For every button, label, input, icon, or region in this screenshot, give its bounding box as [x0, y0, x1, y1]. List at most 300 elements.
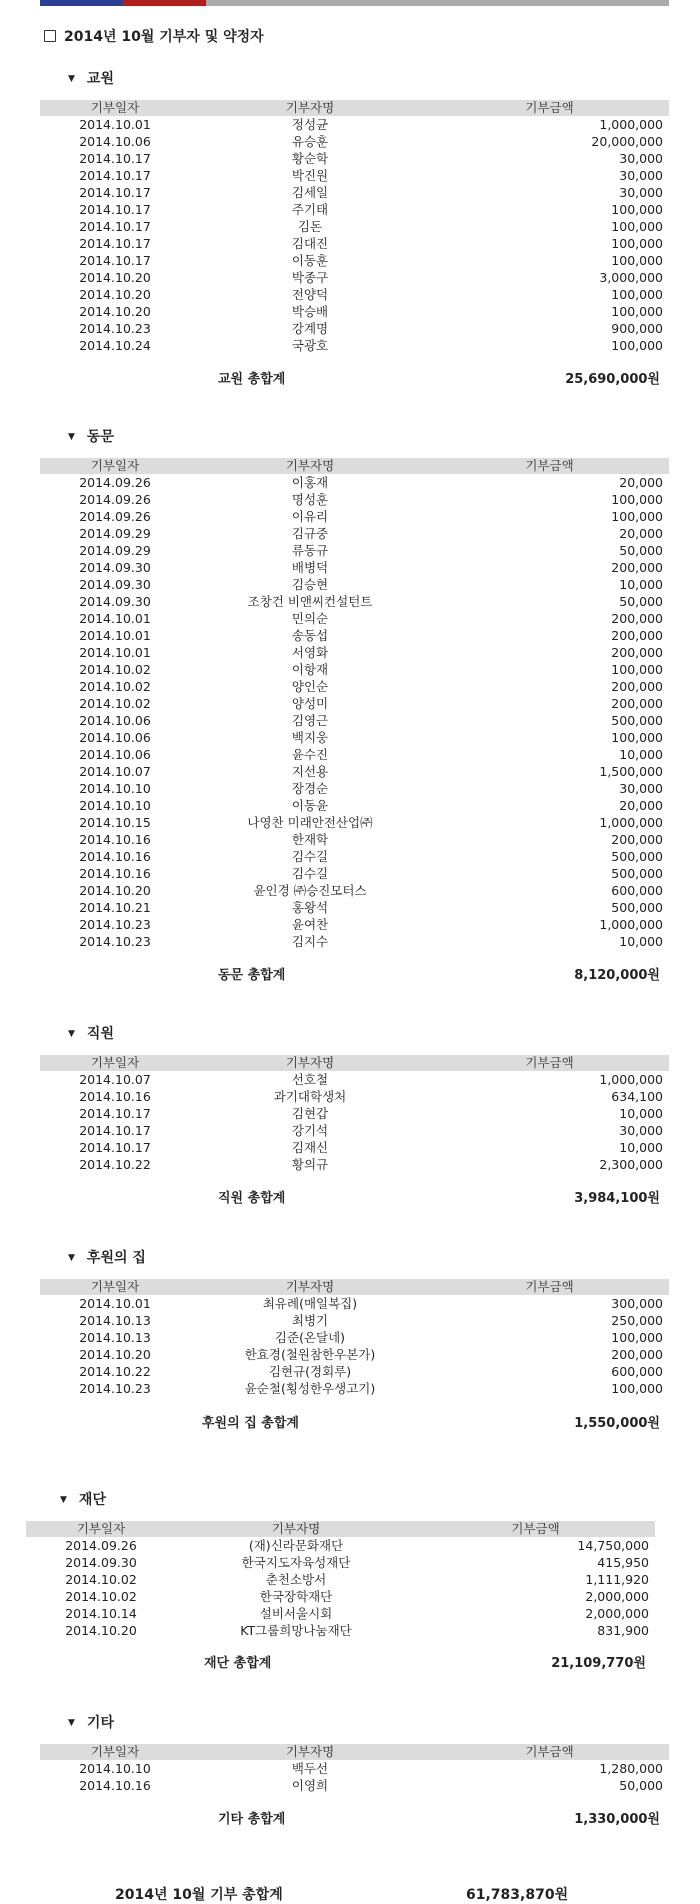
- table-header-row: [40, 1279, 669, 1295]
- table-row: [40, 712, 669, 729]
- cell-date: 2014.10.17: [79, 1123, 151, 1138]
- table-row: [26, 1622, 655, 1639]
- column-header-name: 기부자명: [190, 1055, 430, 1071]
- section-heading: [68, 1023, 114, 1043]
- cell-donor-name: 과기대학생처: [273, 1089, 347, 1104]
- cell-donor-name: 김수길: [291, 866, 329, 881]
- section-heading: [68, 1247, 146, 1267]
- cell-date: 2014.10.02: [65, 1589, 137, 1604]
- cell-amount: 100,000: [611, 287, 663, 302]
- donor-table: [40, 1055, 669, 1173]
- cell-amount: 1,000,000: [599, 917, 663, 932]
- table-row: [40, 848, 669, 865]
- cell-amount: 500,000: [611, 900, 663, 915]
- table-row: [40, 797, 669, 814]
- cell-amount: 100,000: [611, 236, 663, 251]
- table-header-row: [40, 100, 669, 116]
- donor-table: [40, 1744, 669, 1794]
- cell-donor-name: 주기태: [291, 202, 329, 217]
- cell-amount: 100,000: [611, 338, 663, 353]
- cell-date: 2014.09.26: [79, 475, 151, 490]
- cell-amount: 500,000: [611, 849, 663, 864]
- table-row: [40, 1156, 669, 1173]
- table-header-row: [26, 1521, 655, 1537]
- section-heading-text: 재단: [78, 1492, 106, 1508]
- cell-date: 2014.10.13: [79, 1330, 151, 1345]
- cell-donor-name: 윤여찬: [291, 917, 329, 932]
- cell-amount: 200,000: [611, 611, 663, 626]
- cell-amount: 30,000: [619, 185, 663, 200]
- top-color-bar: [40, 0, 669, 6]
- table-row: [40, 1122, 669, 1139]
- cell-amount: 1,500,000: [599, 764, 663, 779]
- section-heading: [68, 68, 114, 88]
- cell-amount: 200,000: [611, 832, 663, 847]
- cell-date: 2014.10.20: [79, 287, 151, 302]
- column-header-date: 기부일자: [40, 458, 190, 474]
- cell-date: 2014.10.02: [65, 1572, 137, 1587]
- cell-donor-name: 이영희: [291, 1778, 329, 1793]
- cell-donor-name: 민의순: [291, 611, 329, 626]
- cell-donor-name: 김돈: [297, 219, 323, 234]
- cell-amount: 831,900: [597, 1623, 649, 1638]
- cell-date: 2014.09.26: [79, 509, 151, 524]
- table-row: [40, 133, 669, 150]
- section-heading-text: 동문: [86, 429, 114, 445]
- cell-donor-name: 윤순철(횡성한우생고기): [244, 1381, 376, 1396]
- cell-donor-name: 한효경(철원참한우본가): [244, 1347, 376, 1362]
- table-row: [40, 1329, 669, 1346]
- table-row: [40, 1760, 669, 1777]
- page-title: 2014년 10월 기부자 및 약정자: [44, 26, 264, 46]
- cell-date: 2014.10.10: [79, 1761, 151, 1776]
- cell-amount: 200,000: [611, 679, 663, 694]
- cell-donor-name: 나영찬 미래안전산업㈜: [247, 815, 373, 830]
- table-row: [40, 1346, 669, 1363]
- table-row: [40, 252, 669, 269]
- cell-amount: 30,000: [619, 781, 663, 796]
- cell-date: 2014.10.15: [79, 815, 151, 830]
- section-heading: [60, 1489, 106, 1509]
- cell-donor-name: 명성훈: [291, 492, 329, 507]
- cell-donor-name: 양성미: [291, 696, 329, 711]
- cell-amount: 30,000: [619, 151, 663, 166]
- table-row: [40, 729, 669, 746]
- table-row: [26, 1571, 655, 1588]
- cell-amount: 20,000,000: [591, 134, 663, 149]
- grand-total-label: 2014년 10월 기부 총합계: [115, 1887, 283, 1903]
- cell-amount: 634,100: [611, 1089, 663, 1104]
- section-heading: [68, 1712, 114, 1732]
- table-row: [40, 286, 669, 303]
- table-row: [40, 235, 669, 252]
- cell-donor-name: 조창건 비앤씨컨설턴트: [247, 594, 373, 609]
- cell-amount: 20,000: [619, 798, 663, 813]
- cell-amount: 900,000: [611, 321, 663, 336]
- cell-amount: 30,000: [619, 168, 663, 183]
- cell-date: 2014.10.24: [79, 338, 151, 353]
- table-row: [40, 610, 669, 627]
- cell-amount: 30,000: [619, 1123, 663, 1138]
- cell-amount: 3,000,000: [599, 270, 663, 285]
- cell-amount: 10,000: [619, 1140, 663, 1155]
- cell-date: 2014.10.17: [79, 236, 151, 251]
- cell-amount: 200,000: [611, 645, 663, 660]
- cell-amount: 50,000: [619, 1778, 663, 1793]
- table-row: [40, 593, 669, 610]
- grand-total-value: 61,783,870원: [466, 1887, 569, 1903]
- cell-amount: 100,000: [611, 202, 663, 217]
- cell-date: 2014.10.22: [79, 1364, 151, 1379]
- subtotal-value: 1,330,000원: [574, 1812, 660, 1827]
- cell-date: 2014.10.16: [79, 1778, 151, 1793]
- cell-amount: 2,000,000: [585, 1589, 649, 1604]
- cell-donor-name: 김수길: [291, 849, 329, 864]
- cell-donor-name: 백지웅: [291, 730, 329, 745]
- section-heading-text: 기타: [86, 1715, 114, 1731]
- donor-table: [40, 1279, 669, 1397]
- cell-donor-name: 유승훈: [291, 134, 329, 149]
- cell-amount: 1,111,920: [585, 1572, 649, 1587]
- cell-date: 2014.10.20: [65, 1623, 137, 1638]
- cell-donor-name: 백두선: [291, 1761, 329, 1776]
- cell-amount: 100,000: [611, 662, 663, 677]
- table-row: [40, 167, 669, 184]
- donor-table: [26, 1521, 655, 1639]
- cell-amount: 300,000: [611, 1296, 663, 1311]
- cell-amount: 10,000: [619, 1106, 663, 1121]
- cell-date: 2014.10.20: [79, 883, 151, 898]
- table-row: [40, 269, 669, 286]
- cell-amount: 14,750,000: [577, 1538, 649, 1553]
- cell-donor-name: 이유리: [291, 509, 329, 524]
- column-header-amount: 기부금액: [430, 1279, 669, 1295]
- cell-date: 2014.10.06: [79, 134, 151, 149]
- cell-amount: 100,000: [611, 1381, 663, 1396]
- cell-amount: 200,000: [611, 1347, 663, 1362]
- cell-amount: 100,000: [611, 1330, 663, 1345]
- cell-date: 2014.10.02: [79, 679, 151, 694]
- top-bar-blue-segment: [40, 0, 123, 6]
- cell-amount: 50,000: [619, 594, 663, 609]
- table-row: [40, 508, 669, 525]
- table-row: [40, 678, 669, 695]
- cell-date: 2014.10.16: [79, 832, 151, 847]
- cell-amount: 250,000: [611, 1313, 663, 1328]
- square-bullet-icon: [44, 30, 56, 42]
- cell-date: 2014.10.01: [79, 628, 151, 643]
- table-row: [40, 1105, 669, 1122]
- cell-donor-name: 김승현: [291, 577, 329, 592]
- subtotal-label: 재단 총합계: [204, 1656, 272, 1671]
- section-heading-text: 교원: [86, 71, 114, 87]
- cell-donor-name: 배병덕: [291, 560, 329, 575]
- cell-donor-name: 김현규(경회루): [268, 1364, 352, 1379]
- table-row: [40, 525, 669, 542]
- cell-amount: 1,000,000: [599, 815, 663, 830]
- cell-amount: 500,000: [611, 713, 663, 728]
- table-row: [40, 780, 669, 797]
- cell-amount: 100,000: [611, 219, 663, 234]
- cell-donor-name: 지선용: [291, 764, 329, 779]
- triangle-down-icon: ▼: [68, 1253, 75, 1263]
- table-row: [40, 814, 669, 831]
- cell-date: 2014.10.06: [79, 747, 151, 762]
- cell-amount: 1,280,000: [599, 1761, 663, 1776]
- table-row: [40, 303, 669, 320]
- cell-donor-name: 김영근: [291, 713, 329, 728]
- table-row: [40, 1363, 669, 1380]
- cell-amount: 1,000,000: [599, 117, 663, 132]
- cell-date: 2014.10.07: [79, 764, 151, 779]
- table-row: [40, 916, 669, 933]
- cell-donor-name: 서영화: [291, 645, 329, 660]
- cell-amount: 100,000: [611, 304, 663, 319]
- cell-donor-name: 김규중: [291, 526, 329, 541]
- cell-donor-name: 박진원: [291, 168, 329, 183]
- cell-donor-name: 류동규: [291, 543, 329, 558]
- cell-amount: 415,950: [597, 1555, 649, 1570]
- cell-date: 2014.10.16: [79, 866, 151, 881]
- subtotal-label: 직원 총합계: [218, 1191, 286, 1206]
- cell-date: 2014.09.30: [65, 1555, 137, 1570]
- cell-date: 2014.10.17: [79, 1106, 151, 1121]
- cell-date: 2014.10.20: [79, 1347, 151, 1362]
- cell-donor-name: 춘천소방서: [265, 1572, 327, 1587]
- cell-date: 2014.10.23: [79, 934, 151, 949]
- cell-date: 2014.10.17: [79, 1140, 151, 1155]
- cell-donor-name: 선호철: [291, 1072, 329, 1087]
- table-row: [40, 184, 669, 201]
- cell-date: 2014.10.01: [79, 117, 151, 132]
- triangle-down-icon: ▼: [60, 1495, 67, 1505]
- cell-date: 2014.10.14: [65, 1606, 137, 1621]
- cell-amount: 200,000: [611, 628, 663, 643]
- table-row: [40, 1088, 669, 1105]
- cell-donor-name: 강기석: [291, 1123, 329, 1138]
- cell-date: 2014.10.22: [79, 1157, 151, 1172]
- cell-amount: 10,000: [619, 747, 663, 762]
- cell-amount: 500,000: [611, 866, 663, 881]
- cell-amount: 50,000: [619, 543, 663, 558]
- cell-amount: 200,000: [611, 696, 663, 711]
- column-header-date: 기부일자: [40, 100, 190, 116]
- table-row: [40, 1380, 669, 1397]
- table-row: [40, 1295, 669, 1312]
- cell-date: 2014.10.06: [79, 730, 151, 745]
- table-row: [40, 933, 669, 950]
- cell-amount: 10,000: [619, 934, 663, 949]
- cell-donor-name: 이동훈: [291, 253, 329, 268]
- donor-table: [40, 458, 669, 950]
- column-header-date: 기부일자: [40, 1055, 190, 1071]
- cell-date: 2014.10.21: [79, 900, 151, 915]
- cell-date: 2014.10.01: [79, 611, 151, 626]
- table-row: [40, 474, 669, 491]
- table-row: [40, 695, 669, 712]
- cell-amount: 2,000,000: [585, 1606, 649, 1621]
- cell-amount: 20,000: [619, 526, 663, 541]
- cell-date: 2014.10.23: [79, 1381, 151, 1396]
- cell-donor-name: 김세일: [291, 185, 329, 200]
- cell-amount: 10,000: [619, 577, 663, 592]
- cell-date: 2014.09.30: [79, 594, 151, 609]
- cell-donor-name: 최유례(매일복집): [262, 1296, 358, 1311]
- table-header-row: [40, 1055, 669, 1071]
- table-row: [26, 1588, 655, 1605]
- cell-date: 2014.09.29: [79, 543, 151, 558]
- table-header-row: [40, 458, 669, 474]
- cell-date: 2014.10.17: [79, 151, 151, 166]
- cell-donor-name: 강계명: [291, 321, 329, 336]
- column-header-amount: 기부금액: [430, 1055, 669, 1071]
- cell-date: 2014.10.06: [79, 713, 151, 728]
- triangle-down-icon: ▼: [68, 74, 75, 84]
- table-row: [40, 865, 669, 882]
- cell-date: 2014.09.30: [79, 577, 151, 592]
- cell-date: 2014.10.17: [79, 185, 151, 200]
- cell-donor-name: 전양덕: [291, 287, 329, 302]
- subtotal-value: 3,984,100원: [574, 1191, 660, 1206]
- cell-date: 2014.10.23: [79, 321, 151, 336]
- table-row: [26, 1537, 655, 1554]
- table-row: [40, 831, 669, 848]
- cell-donor-name: 장경순: [291, 781, 329, 796]
- subtotal-value: 25,690,000원: [565, 372, 660, 387]
- column-header-amount: 기부금액: [430, 1744, 669, 1760]
- cell-date: 2014.10.23: [79, 917, 151, 932]
- column-header-name: 기부자명: [190, 1744, 430, 1760]
- table-row: [40, 201, 669, 218]
- cell-donor-name: 이홍재: [291, 475, 329, 490]
- subtotal-label: 교원 총합계: [218, 372, 286, 387]
- subtotal-label: 후원의 집 총합계: [202, 1416, 299, 1431]
- cell-date: 2014.10.01: [79, 1296, 151, 1311]
- cell-donor-name: 황의규: [291, 1157, 329, 1172]
- cell-amount: 1,000,000: [599, 1072, 663, 1087]
- table-row: [40, 661, 669, 678]
- cell-donor-name: 이동윤: [291, 798, 329, 813]
- subtotal-value: 1,550,000원: [574, 1416, 660, 1431]
- cell-donor-name: 김지수: [291, 934, 329, 949]
- column-header-amount: 기부금액: [416, 1521, 655, 1537]
- table-row: [40, 542, 669, 559]
- subtotal-value: 21,109,770원: [551, 1656, 646, 1671]
- section-heading-text: 후원의 집: [86, 1250, 146, 1266]
- cell-date: 2014.09.26: [65, 1538, 137, 1553]
- table-row: [26, 1554, 655, 1571]
- cell-donor-name: 한재학: [291, 832, 329, 847]
- table-row: [40, 763, 669, 780]
- cell-donor-name: 한국장학재단: [259, 1589, 333, 1604]
- cell-amount: 600,000: [611, 883, 663, 898]
- cell-donor-name: 한국지도자육성재단: [241, 1555, 351, 1570]
- cell-amount: 100,000: [611, 492, 663, 507]
- column-header-name: 기부자명: [190, 1279, 430, 1295]
- triangle-down-icon: ▼: [68, 1718, 75, 1728]
- cell-date: 2014.10.16: [79, 1089, 151, 1104]
- cell-donor-name: 양인순: [291, 679, 329, 694]
- column-header-date: 기부일자: [26, 1521, 176, 1537]
- cell-donor-name: 국광호: [291, 338, 329, 353]
- cell-date: 2014.10.10: [79, 798, 151, 813]
- cell-donor-name: 송동섭: [291, 628, 329, 643]
- table-row: [40, 1071, 669, 1088]
- cell-amount: 2,300,000: [599, 1157, 663, 1172]
- cell-amount: 200,000: [611, 560, 663, 575]
- subtotal-label: 동문 총합계: [218, 968, 286, 983]
- table-row: [40, 491, 669, 508]
- column-header-date: 기부일자: [40, 1279, 190, 1295]
- table-row: [40, 1312, 669, 1329]
- cell-amount: 600,000: [611, 1364, 663, 1379]
- cell-date: 2014.10.13: [79, 1313, 151, 1328]
- donor-table: [40, 100, 669, 354]
- cell-date: 2014.10.17: [79, 219, 151, 234]
- column-header-amount: 기부금액: [430, 458, 669, 474]
- table-row: [40, 337, 669, 354]
- cell-date: 2014.10.01: [79, 645, 151, 660]
- table-row: [40, 218, 669, 235]
- column-header-name: 기부자명: [176, 1521, 416, 1537]
- cell-donor-name: 황순학: [291, 151, 329, 166]
- table-row: [40, 116, 669, 133]
- cell-amount: 100,000: [611, 730, 663, 745]
- cell-date: 2014.10.16: [79, 849, 151, 864]
- table-row: [26, 1605, 655, 1622]
- table-row: [40, 746, 669, 763]
- table-row: [40, 882, 669, 899]
- column-header-name: 기부자명: [190, 100, 430, 116]
- table-row: [40, 1139, 669, 1156]
- table-row: [40, 320, 669, 337]
- cell-date: 2014.10.10: [79, 781, 151, 796]
- cell-amount: 100,000: [611, 509, 663, 524]
- column-header-amount: 기부금액: [430, 100, 669, 116]
- cell-donor-name: (재)신라문화재단: [248, 1538, 344, 1553]
- cell-date: 2014.10.07: [79, 1072, 151, 1087]
- cell-donor-name: 김대진: [291, 236, 329, 251]
- top-bar-red-segment: [123, 0, 206, 6]
- triangle-down-icon: ▼: [68, 432, 75, 442]
- cell-donor-name: KT그룹희망나눔재단: [240, 1623, 352, 1638]
- cell-donor-name: 김준(온달네): [274, 1330, 346, 1345]
- cell-date: 2014.10.20: [79, 304, 151, 319]
- cell-date: 2014.10.02: [79, 696, 151, 711]
- cell-date: 2014.10.17: [79, 253, 151, 268]
- table-row: [40, 150, 669, 167]
- column-header-date: 기부일자: [40, 1744, 190, 1760]
- cell-date: 2014.09.26: [79, 492, 151, 507]
- section-heading: [68, 426, 114, 446]
- triangle-down-icon: ▼: [68, 1029, 75, 1039]
- column-header-name: 기부자명: [190, 458, 430, 474]
- cell-donor-name: 김재신: [291, 1140, 329, 1155]
- cell-donor-name: 정성균: [291, 117, 329, 132]
- cell-donor-name: 이항재: [291, 662, 329, 677]
- cell-donor-name: 김현갑: [291, 1106, 329, 1121]
- cell-amount: 20,000: [619, 475, 663, 490]
- table-row: [40, 644, 669, 661]
- cell-donor-name: 설비서울시회: [259, 1606, 333, 1621]
- subtotal-value: 8,120,000원: [574, 968, 660, 983]
- cell-donor-name: 홍왕석: [291, 900, 329, 915]
- table-row: [40, 899, 669, 916]
- cell-date: 2014.10.20: [79, 270, 151, 285]
- cell-donor-name: 최병기: [291, 1313, 329, 1328]
- cell-date: 2014.10.17: [79, 202, 151, 217]
- cell-date: 2014.09.29: [79, 526, 151, 541]
